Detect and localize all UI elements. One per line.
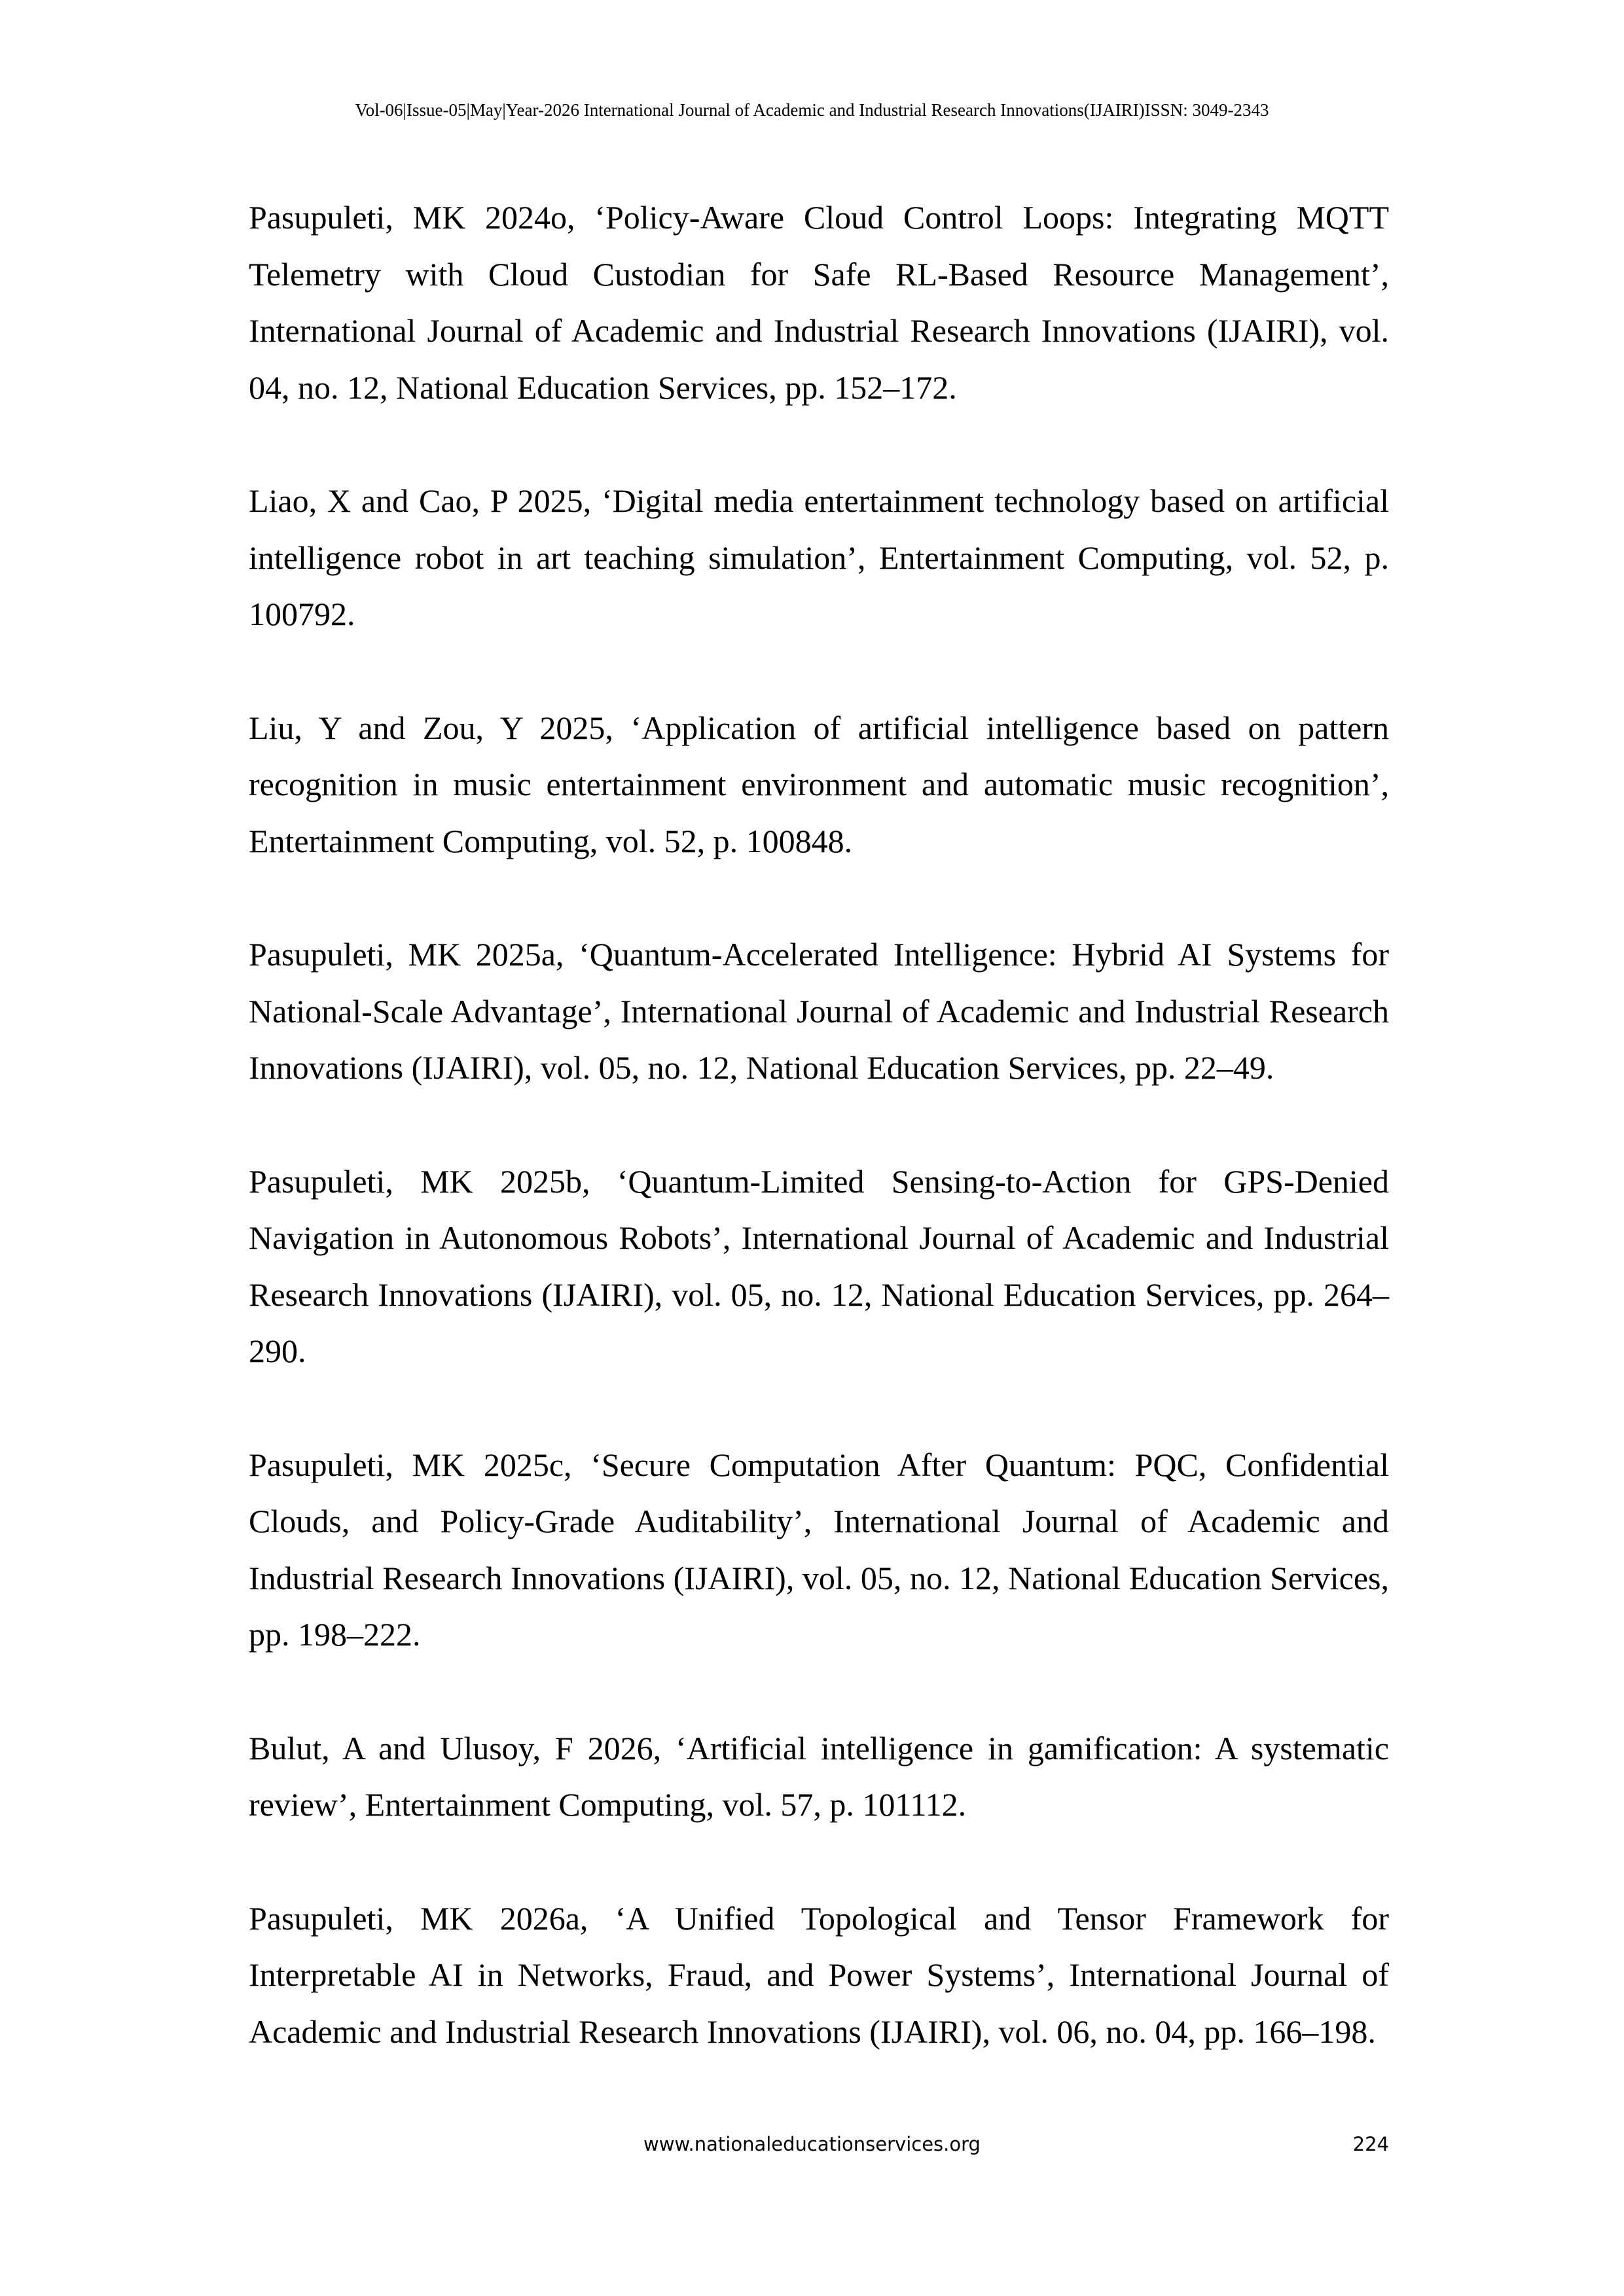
reference-entry: Pasupuleti, MK 2026a, ‘A Unified Topological and Tensor Framework for Interpretable AI in Networks, Fraud, and Power Systems’, International Journal of Academic and Industrial Research Innovations (IJAIRI), vol. 06, no. 04, pp. 166–198. [249,1899,1389,2050]
reference-entry: Pasupuleti, MK 2024o, ‘Policy-Aware Cloud Control Loops: Integrating MQTT Telemetry with Cloud Custodian for Safe RL-Based Resource Management’, International Journal of Academic and Industrial Research Innovations (IJAIRI), vol. 04, no. 12, National Education Services, pp. 152–172. [249,199,1389,406]
reference-list [249,189,1389,2117]
page-number: 224 [1352,2133,1389,2155]
footer-website-link[interactable]: www.nationaleducationservices.org [643,2133,981,2155]
reference-entry: Pasupuleti, MK 2025a, ‘Quantum-Accelerated Intelligence: Hybrid AI Systems for National-Scale Advantage’, International Journal of Academic and Industrial Research Innovations (IJAIRI), vol. 05, no. 12, National Education Services, pp. 22–49. [249,936,1389,1086]
reference-entry: Liao, X and Cao, P 2025, ‘Digital media entertainment technology based on artificial intelligence robot in art teaching simulation’, Entertainment Computing, vol. 52, p. 100792. [249,482,1389,632]
reference-entry: Pasupuleti, MK 2025b, ‘Quantum-Limited Sensing-to-Action for GPS-Denied Navigation in Autonomous Robots’, International Journal of Academic and Industrial Research Innovations (IJAIRI), vol. 05, no. 12, National Education Services, pp. 264–290. [249,1162,1389,1369]
reference-entry: Liu, Y and Zou, Y 2025, ‘Application of artificial intelligence based on pattern recognition in music entertainment environment and automatic music recognition’, Entertainment Computing, vol. 52, p. 100848. [249,709,1389,859]
running-header: Vol-06|Issue-05|May|Year-2026 International Journal of Academic and Industrial Research Innovations(IJAIRI)ISSN: 3049-2343 [355,100,1269,120]
reference-entry: Bulut, A and Ulusoy, F 2026, ‘Artificial intelligence in gamification: A systematic review’, Entertainment Computing, vol. 57, p. 101112. [249,1729,1389,1823]
reference-entry: Pasupuleti, MK 2025c, ‘Secure Computation After Quantum: PQC, Confidential Clouds, and Policy-Grade Auditability’, International Journal of Academic and Industrial Research Innovations (IJAIRI), vol. 05, no. 12, National Education Services, pp. 198–222. [249,1446,1389,1653]
